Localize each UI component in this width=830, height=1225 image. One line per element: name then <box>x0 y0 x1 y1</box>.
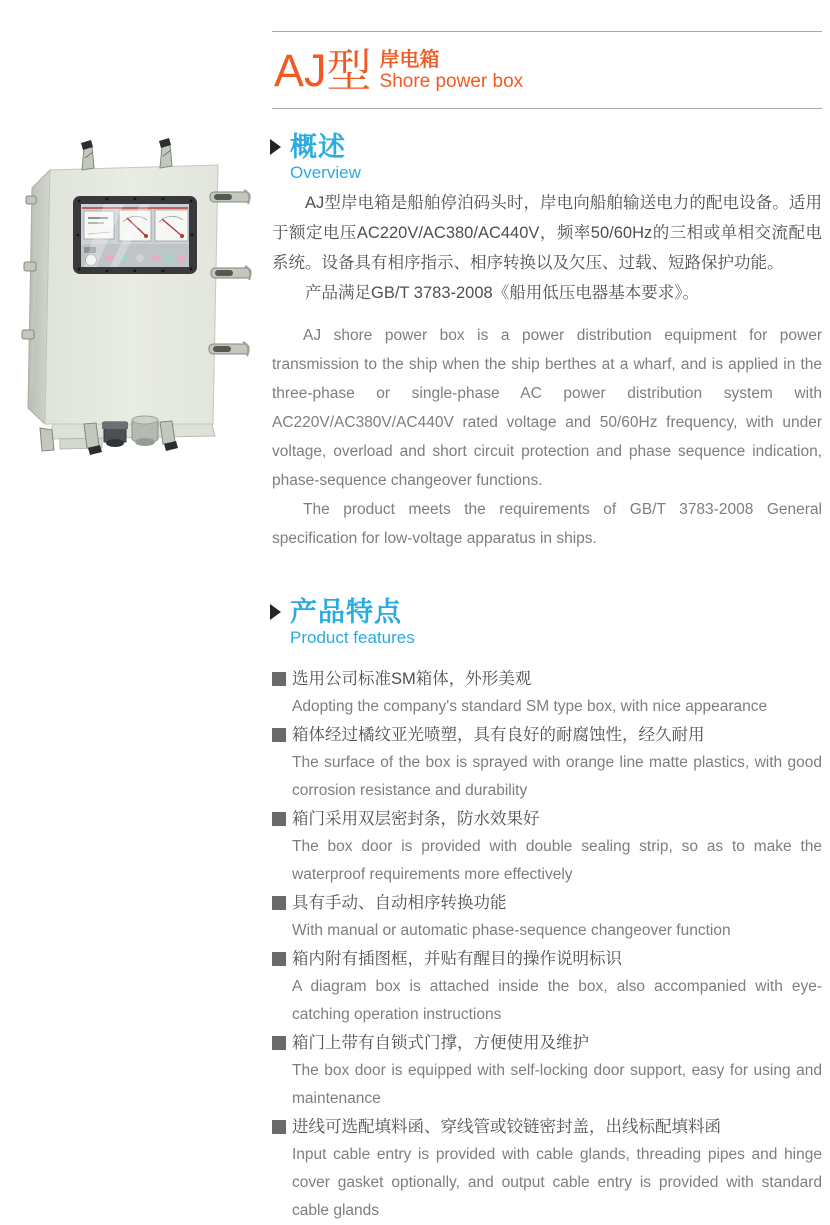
toggle-latch-top <box>81 138 172 170</box>
overview-english-text <box>272 321 822 553</box>
feature-en-text: A diagram box is attached inside the box, also accompanied with eye-catching operation instructions <box>292 978 822 1023</box>
bullet-square-icon <box>272 896 286 910</box>
feature-chinese <box>272 889 822 917</box>
feature-cn-text: 箱门上带有自锁式门撑，方便使用及维护 <box>292 1034 589 1052</box>
feature-item <box>272 889 822 945</box>
feature-item <box>272 945 822 1029</box>
feature-en-text: The box door is equipped with self-locking door support, easy for using and maintenance <box>292 1062 822 1107</box>
section-arrow-icon <box>270 139 281 155</box>
meter-window <box>73 196 197 274</box>
feature-item <box>272 721 822 805</box>
feature-en-text: Input cable entry is provided with cable glands, threading pipes and hinge cover gasket optionally, and output cable entry is provided with standard cable glands <box>292 1146 822 1219</box>
features-section <box>272 597 822 1225</box>
overview-heading-cn: 概述 <box>290 132 346 162</box>
feature-chinese <box>272 805 822 833</box>
bullet-square-icon <box>272 728 286 742</box>
feature-chinese <box>272 1029 822 1057</box>
paragraph: The product meets the requirements of GB/T 3783-2008 General specification for low-voltage apparatus in ships. <box>272 501 822 547</box>
overview-chinese-text <box>272 188 822 308</box>
feature-chinese <box>272 665 822 693</box>
paragraph: AJ shore power box is a power distribution equipment for power transmission to the ship when the ship berthes at a wharf, and is applied in the three-phase or single-phase AC power distribution system with AC220V/AC380V/AC440V rated voltage and 50/60Hz frequency, with under voltage, overload and short circuit protection and phase sequence indication, phase-sequence changeover functions. <box>272 327 822 489</box>
feature-item <box>272 805 822 889</box>
overview-heading-en: Overview <box>290 163 361 182</box>
feature-cn-text: 箱内附有插图框，并贴有醒目的操作说明标识 <box>292 950 622 968</box>
section-arrow-icon <box>270 604 281 620</box>
features-heading-en: Product features <box>290 628 415 647</box>
feature-en-text: With manual or automatic phase-sequence changeover function <box>292 922 731 939</box>
bullet-square-icon <box>272 812 286 826</box>
product-name-en: Shore power box <box>379 71 524 92</box>
product-model: AJ型 <box>274 44 372 96</box>
feature-chinese <box>272 1113 822 1141</box>
feature-item <box>272 665 822 721</box>
feature-en-text: The surface of the box is sprayed with orange line matte plastics, with good corrosion resistance and durability <box>292 754 822 799</box>
feature-chinese <box>272 945 822 973</box>
feature-en-text: The box door is provided with double sealing strip, so as to make the waterproof requirements more effectively <box>292 838 822 883</box>
title-divider <box>272 108 822 109</box>
feature-cn-text: 选用公司标准SM箱体，外形美观 <box>292 670 532 688</box>
paragraph: 产品满足GB/T 3783-2008《船用低压电器基本要求》。 <box>305 284 699 302</box>
overview-heading <box>270 132 822 183</box>
bullet-square-icon <box>272 1120 286 1134</box>
bullet-square-icon <box>272 672 286 686</box>
feature-cn-text: 箱体经过橘纹亚光喷塑，具有良好的耐腐蚀性，经久耐用 <box>292 726 705 744</box>
feature-item <box>272 1029 822 1113</box>
feature-chinese <box>272 721 822 749</box>
paragraph: AJ型岸电箱是船舶停泊码头时，岸电向船舶输送电力的配电设备。适用于额定电压AC220V/AC380/AC440V，频率50/60Hz的三相或单相交流配电系统。设备具有相序指示、相序转换以及欠压、过载、短路保护功能。 <box>272 194 822 272</box>
shore-power-box-illustration <box>12 138 262 458</box>
feature-en-text: Adopting the company's standard SM type box, with nice appearance <box>292 698 768 715</box>
page-title <box>272 32 822 108</box>
feature-item <box>272 1113 822 1225</box>
product-photo <box>12 138 262 458</box>
feature-cn-text: 箱门采用双层密封条，防水效果好 <box>292 810 540 828</box>
bullet-square-icon <box>272 1036 286 1050</box>
features-heading <box>270 597 822 648</box>
bullet-square-icon <box>272 952 286 966</box>
feature-cn-text: 具有手动、自动相序转换功能 <box>292 894 507 912</box>
feature-cn-text: 进线可选配填料函、穿线管或铰链密封盖，出线标配填料函 <box>292 1118 721 1136</box>
features-list <box>272 665 822 1225</box>
content-column <box>272 0 822 1225</box>
features-heading-cn: 产品特点 <box>290 597 402 627</box>
product-name-cn: 岸电箱 <box>379 49 440 71</box>
overview-section <box>272 132 822 553</box>
